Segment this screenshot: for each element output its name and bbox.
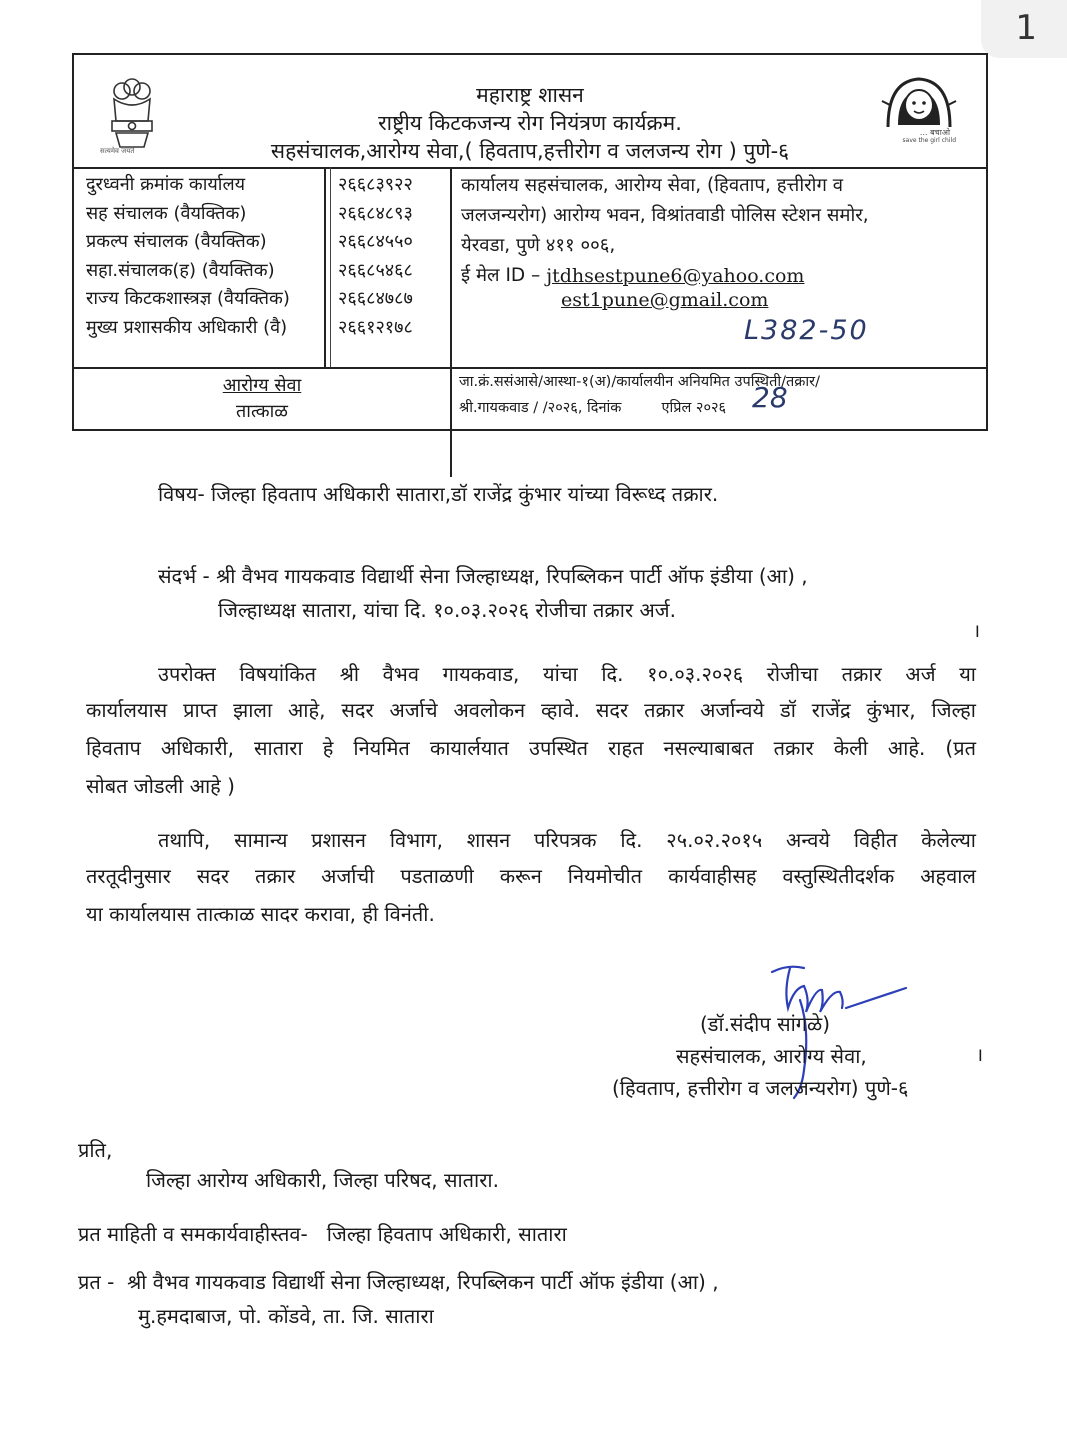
paragraph-line: तथापि, सामान्य प्रशासन विभाग, शासन परिपत्रक दि. २५.०२.२०१५ अन्वये विहीत केलेल्या xyxy=(158,828,976,852)
logo-caption: ... बचाओ xyxy=(919,128,950,137)
contact-label: सह संचालक (वैयक्तिक) xyxy=(86,202,247,224)
paragraph-line: या कार्यालयास तात्काळ सादर करावा, ही विनंती. xyxy=(86,902,435,926)
page-number: 1 xyxy=(1015,8,1037,48)
phone-number: २६६८४७८७ xyxy=(338,288,413,310)
address-line: येरवडा, पुणे ४११ ००६, xyxy=(461,235,616,256)
reference-date-suffix: एप्रिल २०२६ xyxy=(661,400,727,416)
to-label: प्रति, xyxy=(78,1138,113,1162)
government-title: महाराष्ट्र शासन xyxy=(476,83,584,107)
seva-label: आरोग्य सेवा xyxy=(222,375,302,396)
paragraph-line: हिवताप अधिकारी, सातारा हे नियमित कायार्लयात उपस्थित राहत नसल्याबाबत तक्रार केली आहे. (प्रत xyxy=(86,736,976,760)
logo-caption-english: save the girl child xyxy=(902,137,956,144)
emblem-motto: सत्यमेव जयते xyxy=(100,147,135,155)
programme-title: राष्ट्रीय किटकजन्य रोग नियंत्रण कार्यक्रम. xyxy=(378,111,682,135)
phone-number: २६६१२१७८ xyxy=(338,316,413,338)
signatory-name: (डॉ.संदीप सांगळे) xyxy=(700,1012,831,1036)
phone-number: २६६८४५५० xyxy=(338,231,413,253)
reference-block xyxy=(74,367,986,431)
contact-label: सहा.संचालक(ह) (वैयक्तिक) xyxy=(86,259,275,281)
paragraph-line: उपरोक्त विषयांकित श्री वैभव गायकवाड, यांचा दि. १०.०३.२०२६ रोजीचा तक्रार अर्ज या xyxy=(158,662,976,686)
handwritten-inward-number: L382-50 xyxy=(744,315,869,346)
email-link-yahoo[interactable]: jtdhsestpune6@yahoo.com xyxy=(546,265,805,287)
subject-line: विषय- जिल्हा हिवताप अधिकारी सातारा,डॉ राजेंद्र कुंभार यांच्या विरूध्द तक्रार. xyxy=(158,482,719,506)
reference-number-line2 xyxy=(459,397,726,417)
copy-to-line: प्रत माहिती व समकार्यवाहीस्तव- जिल्हा हिवताप अधिकारी, सातारा xyxy=(78,1222,567,1246)
reference-line: संदर्भ - श्री वैभव गायकवाड विद्यार्थी सेना जिल्हाध्यक्ष, रिपब्लिकन पार्टी ऑफ इंडीया (आ) , xyxy=(158,564,808,588)
copy-to-line: प्रत - श्री वैभव गायकवाड विद्यार्थी सेना जिल्हाध्यक्ष, रिपब्लिकन पार्टी ऑफ इंडीया (आ) , xyxy=(78,1270,719,1294)
reference-line: जिल्हाध्यक्ष सातारा, यांचा दि. १०.०३.२०२६ रोजीचा तक्रार अर्ज. xyxy=(218,598,676,622)
phone-number: २६६८५४६८ xyxy=(338,259,413,281)
to-recipient: जिल्हा आरोग्य अधिकारी, जिल्हा परिषद, सातारा. xyxy=(146,1168,499,1192)
phone-number: २६६८४८९३ xyxy=(338,202,413,224)
paragraph-line: सोबत जोडली आहे ) xyxy=(86,774,235,798)
urgent-label: तात्काळ xyxy=(236,401,288,422)
paragraph-line: कार्यालयास प्राप्त झाला आहे, सदर अर्जाचे अवलोकन व्हावे. सदर तक्रार अर्जान्वये डॉ राजेंद्र कुंभार, जिल्हा xyxy=(86,698,976,722)
letterhead xyxy=(72,53,988,431)
contact-labels xyxy=(86,171,324,343)
copy-to-address: मु.हमदाबाज, पो. कोंडवे, ता. जि. सातारा xyxy=(138,1304,434,1328)
contact-label: दुरध्वनी क्रमांक कार्यालय xyxy=(86,174,246,195)
margin-mark: I xyxy=(975,622,980,641)
reference-number-text: श्री.गायकवाड / /२०२६, दिनांक xyxy=(459,400,622,416)
contact-block xyxy=(74,167,986,369)
address-line: कार्यालय सहसंचालक, आरोग्य सेवा, (हिवताप, हत्तीरोग व xyxy=(461,175,844,196)
address-line: जलजन्यरोग) आरोग्य भवन, विश्रांतवाडी पोलिस स्टेशन समोर, xyxy=(461,205,869,226)
contact-label: मुख्य प्रशासकीय अधिकारी (वै) xyxy=(86,316,288,338)
seva-label-wrap xyxy=(74,373,450,397)
phone-number: २६६८३९२२ xyxy=(338,174,413,195)
signatory-department: (हिवताप, हत्तीरोग व जलजन्यरोग) पुणे-६ xyxy=(612,1076,909,1100)
save-girl-child-logo-icon xyxy=(880,71,958,131)
email-label: ई मेल ID – xyxy=(461,265,541,286)
contact-label: राज्य किटकशास्त्रज्ञ (वैयक्तिक) xyxy=(86,288,290,310)
signatory-title: सहसंचालक, आरोग्य सेवा, xyxy=(676,1044,867,1068)
letterhead-header xyxy=(74,55,986,169)
column-divider xyxy=(330,167,331,367)
office-address xyxy=(461,171,981,291)
column-divider xyxy=(324,167,326,367)
contact-label: प्रकल्प संचालक (वैयक्तिक) xyxy=(86,231,267,253)
contact-phones xyxy=(338,171,448,343)
handwritten-date: 28 xyxy=(752,381,788,414)
paragraph-line: तरतूदीनुसार सदर तक्रार अर्जाची पडताळणी करून नियमोचीत कार्यवाहीसह वस्तुस्थितीदर्शक अहवाल xyxy=(86,864,976,888)
margin-mark: I xyxy=(978,1046,983,1065)
email-row xyxy=(461,261,981,291)
email-link-gmail[interactable]: est1pune@gmail.com xyxy=(561,289,769,311)
reference-number-line1: जा.क्रं.ससंआसे/आस्था-१(अ)/कार्यालयीन अनियमित उपस्थिती/तक्रार/ xyxy=(459,374,820,390)
page-number-badge xyxy=(981,0,1067,58)
office-title: सहसंचालक,आरोग्य सेवा,( हिवताप,हत्तीरोग व जलजन्य रोग ) पुणे-६ xyxy=(270,139,790,163)
